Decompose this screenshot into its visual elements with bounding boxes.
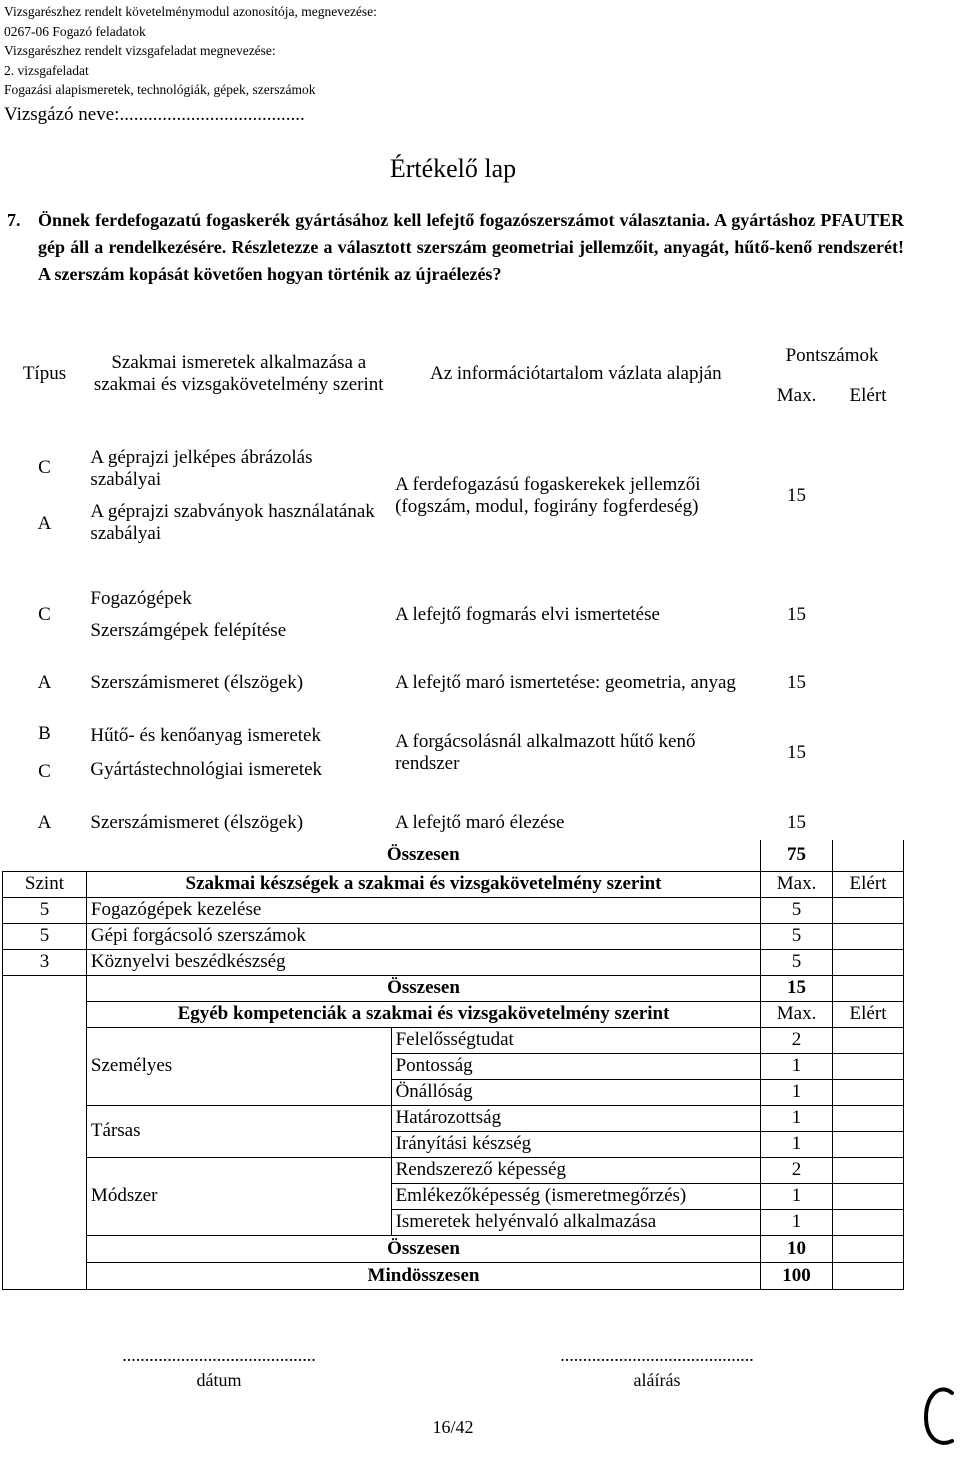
competency-achieved[interactable] xyxy=(833,1053,904,1079)
competency-name: Határozottság xyxy=(391,1105,761,1131)
skill-level: 3 xyxy=(3,949,87,975)
competency-achieved[interactable] xyxy=(833,1209,904,1235)
question-text: Önnek ferdefogazatú fogaskerék gyártásához kell lefejtő fogazószerszámot választania. A gyártáshoz PFAUTER gép áll a rendelkezésére. Részletezze a választott szerszám geometriai jellemzőit, anyagát, hűtő-kenő rendszerét! A szerszám kopását követően hogyan történik az újraélezés? xyxy=(38,210,904,284)
skill-max: 5 xyxy=(761,923,833,949)
competency-max: 1 xyxy=(761,1131,833,1157)
page-header xyxy=(4,2,377,100)
max-points: 15 xyxy=(787,672,807,693)
knowledge-cell: Hűtő- és kenőanyag ismeretek Gyártástechnológiai ismeretek xyxy=(90,725,323,780)
competency-name: Önállóság xyxy=(391,1079,761,1105)
header-line: Vizsgarészhez rendelt követelménymodul azonosítója, megnevezése: xyxy=(4,4,377,19)
subtotal-max: 15 xyxy=(761,975,833,1001)
grand-total-label: Mindösszesen xyxy=(86,1262,760,1289)
col-max-header: Max. xyxy=(776,385,817,406)
max-points: 15 xyxy=(787,485,807,506)
col-achieved-header: Elért xyxy=(849,385,887,406)
type-cell: C A xyxy=(37,457,52,534)
competency-achieved[interactable] xyxy=(833,1027,904,1053)
knowledge-cell: Szerszámismeret (élszögek) xyxy=(90,672,304,693)
competency-max: 1 xyxy=(761,1105,833,1131)
date-line[interactable]: ........................................... xyxy=(122,1345,316,1365)
skill-achieved[interactable] xyxy=(833,949,904,975)
competency-achieved[interactable] xyxy=(833,1131,904,1157)
skill-level: 5 xyxy=(3,923,87,949)
subtotal-label: Összesen xyxy=(86,1235,760,1262)
page-number: 16/42 xyxy=(432,1417,474,1437)
achieved-points[interactable] xyxy=(833,714,904,792)
competency-name: Irányítási készség xyxy=(391,1131,761,1157)
header-line: Vizsgarészhez rendelt vizsgafeladat megnevezése: xyxy=(4,43,276,58)
competency-max: 1 xyxy=(761,1183,833,1209)
date-signature-block xyxy=(88,1345,350,1391)
competency-name: Emlékezőképesség (ismeretmegőrzés) xyxy=(391,1183,761,1209)
skill-achieved[interactable] xyxy=(833,897,904,923)
outline-cell: A lefejtő maró élezése xyxy=(395,812,565,833)
skill-name: Fogazógépek kezelése xyxy=(86,897,760,923)
competency-name: Rendszerező képesség xyxy=(391,1157,761,1183)
competency-max: 1 xyxy=(761,1053,833,1079)
subtotal-max: 10 xyxy=(761,1235,833,1262)
task-question xyxy=(7,207,904,288)
competency-max: 1 xyxy=(761,1079,833,1105)
grand-total-max: 100 xyxy=(761,1262,833,1289)
achieved-points[interactable] xyxy=(833,578,904,652)
competencies-achieved-header: Elért xyxy=(833,1001,904,1027)
subtotal-max: 75 xyxy=(761,840,833,871)
subtotal-label: Összesen xyxy=(86,840,760,871)
competency-group: Személyes xyxy=(86,1027,391,1105)
skill-achieved[interactable] xyxy=(833,923,904,949)
competency-max: 1 xyxy=(761,1209,833,1235)
skill-level: 5 xyxy=(3,897,87,923)
max-points: 15 xyxy=(787,604,807,625)
competency-name: Ismeretek helyénvaló alkalmazása xyxy=(391,1209,761,1235)
type-cell: A xyxy=(37,812,52,833)
type-cell: B C xyxy=(38,723,51,782)
header-line: Fogazási alapismeretek, technológiák, gépek, szerszámok xyxy=(4,82,316,97)
date-label: dátum xyxy=(196,1370,242,1390)
type-cell: A xyxy=(37,672,52,693)
competency-achieved[interactable] xyxy=(833,1105,904,1131)
competency-max: 2 xyxy=(761,1157,833,1183)
subtotal-achieved[interactable] xyxy=(833,975,904,1001)
knowledge-cell: A géprajzi jelképes ábrázolás szabályai A géprajzi szabványok használatának szabályai xyxy=(90,447,375,544)
col-outline-header: Az információtartalom vázlata alapján xyxy=(429,363,722,384)
achieved-points[interactable] xyxy=(833,652,904,714)
skill-name: Gépi forgácsoló szerszámok xyxy=(86,923,760,949)
corner-handwritten-mark xyxy=(922,1385,956,1451)
col-type-header: Típus xyxy=(22,363,67,384)
knowledge-cell: Szerszámismeret (élszögek) xyxy=(90,812,304,833)
outline-cell: A lefejtő fogmarás elvi ismertetése xyxy=(395,604,660,625)
skill-max: 5 xyxy=(761,949,833,975)
achieved-points[interactable] xyxy=(833,806,904,840)
subtotal-label: Összesen xyxy=(86,975,760,1001)
page-title: Értékelő lap xyxy=(389,154,517,183)
knowledge-cell: Fogazógépek Szerszámgépek felépítése xyxy=(90,588,287,641)
competency-achieved[interactable] xyxy=(833,1157,904,1183)
evaluation-table xyxy=(2,334,904,1290)
outline-cell: A forgácsolásnál alkalmazott hűtő kenő rendszer xyxy=(395,731,696,774)
col-knowledge-header: Szakmai ismeretek alkalmazása a szakmai és vizsgakövetelmény szerint xyxy=(93,352,384,395)
skill-name: Köznyelvi beszédkészség xyxy=(86,949,760,975)
col-points-header: Pontszámok xyxy=(785,345,879,366)
skills-max-header: Max. xyxy=(761,871,833,897)
competency-name: Pontosság xyxy=(391,1053,761,1079)
level-header: Szint xyxy=(3,871,87,897)
outline-cell: A ferdefogazású fogaskerekek jellemzői (fogszám, modul, fogirány fogferdeség) xyxy=(395,474,701,517)
signature-line[interactable]: ........................................... xyxy=(560,1345,754,1365)
signature-label: aláírás xyxy=(633,1370,681,1390)
header-line: 0267-06 Fogazó feladatok xyxy=(4,23,146,39)
signature-block xyxy=(526,1345,788,1391)
header-line: 2. vizsgafeladat xyxy=(4,62,89,78)
competency-group: Társas xyxy=(86,1105,391,1157)
skills-heading: Szakmai készségek a szakmai és vizsgakövetelmény szerint xyxy=(86,871,760,897)
achieved-points[interactable] xyxy=(833,428,904,564)
competency-group: Módszer xyxy=(86,1157,391,1235)
competencies-heading: Egyéb kompetenciák a szakmai és vizsgakövetelmény szerint xyxy=(86,1001,760,1027)
subtotal-achieved[interactable] xyxy=(833,1235,904,1262)
skill-max: 5 xyxy=(761,897,833,923)
examinee-name-field[interactable]: Vizsgázó neve:....................................... xyxy=(4,104,305,125)
outline-cell: A lefejtő maró ismertetése: geometria, anyag xyxy=(395,672,736,693)
question-number: 7. xyxy=(7,210,21,230)
max-points: 15 xyxy=(787,812,807,833)
competencies-max-header: Max. xyxy=(761,1001,833,1027)
subtotal-achieved[interactable] xyxy=(833,840,904,871)
grand-total-achieved[interactable] xyxy=(833,1262,904,1289)
skills-achieved-header: Elért xyxy=(833,871,904,897)
competency-achieved[interactable] xyxy=(833,1079,904,1105)
max-points: 15 xyxy=(787,742,807,763)
competency-max: 2 xyxy=(761,1027,833,1053)
type-cell: C xyxy=(38,604,51,625)
competency-name: Felelősségtudat xyxy=(391,1027,761,1053)
competency-achieved[interactable] xyxy=(833,1183,904,1209)
